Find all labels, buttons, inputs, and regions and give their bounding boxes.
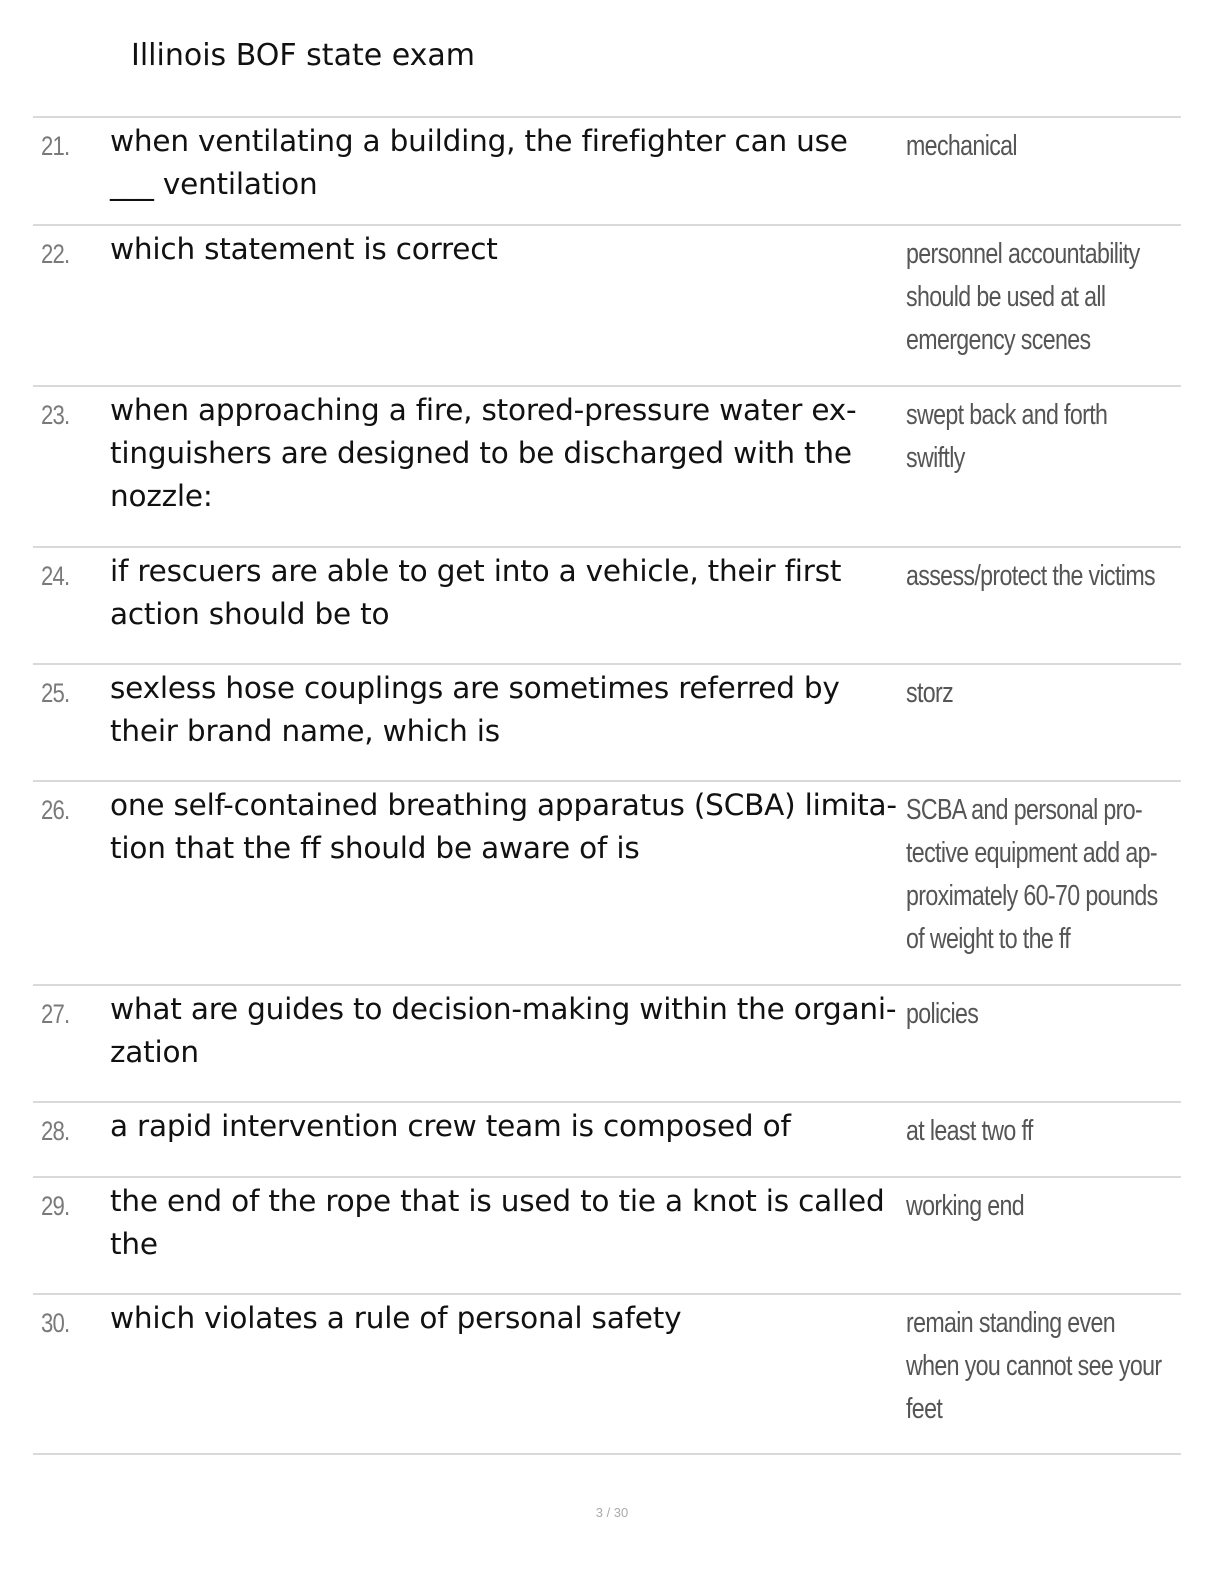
question-row: [33, 226, 1181, 387]
answer-text: policies: [906, 998, 979, 1030]
question-row: [33, 1295, 1181, 1455]
question-text: when ventilating a building, the firefighter can use ___ ventilation: [110, 124, 848, 201]
question-text: which violates a rule of personal safety: [110, 1301, 682, 1335]
question-row: [33, 1103, 1181, 1178]
question-text: the end of the rope that is used to tie a knot is called the: [110, 1184, 885, 1261]
answer-text: mechanical: [906, 130, 1017, 162]
question-row: [33, 1178, 1181, 1295]
document-title: Illinois BOF state exam: [131, 38, 476, 73]
answer-text: working end: [906, 1190, 1025, 1222]
question-row: [33, 986, 1181, 1103]
answer-text: remain standing even when you cannot see your feet: [906, 1307, 1162, 1425]
question-text: a rapid intervention crew team is composed of: [110, 1109, 791, 1143]
answer-text: swept back and forth swiftly: [906, 399, 1108, 474]
question-number: 22.: [41, 239, 70, 269]
question-number: 26.: [41, 795, 70, 825]
question-text: one self-contained breathing apparatus (SCBA) limita-tion that the ff should be aware of is: [110, 788, 897, 865]
answer-text: personnel accountability should be used at all emergency scenes: [906, 238, 1140, 356]
question-row: [33, 782, 1181, 986]
answer-text: assess/protect the victims: [906, 560, 1155, 592]
answer-text: storz: [906, 677, 954, 709]
question-number: 29.: [41, 1191, 70, 1221]
question-text: sexless hose couplings are sometimes referred by their brand name, which is: [110, 671, 840, 748]
answer-text: SCBA and personal pro-tective equipment add ap-proximately 60-70 pounds of weight to the ff: [906, 794, 1158, 955]
question-text: if rescuers are able to get into a vehicle, their first action should be to: [110, 554, 842, 631]
question-text: what are guides to decision-making within the organi-zation: [110, 992, 897, 1069]
answer-text: at least two ff: [906, 1115, 1033, 1147]
question-number: 23.: [41, 400, 70, 430]
question-row: [33, 665, 1181, 782]
question-number: 27.: [41, 999, 70, 1029]
question-row: [33, 548, 1181, 665]
page-indicator: 3 / 30: [595, 1505, 629, 1520]
question-number: 21.: [41, 131, 70, 161]
question-text: when approaching a fire, stored-pressure water ex-tinguishers are designed to be discharged with the nozzle:: [110, 393, 857, 513]
question-list: [33, 116, 1181, 1455]
question-number: 25.: [41, 678, 70, 708]
question-number: 28.: [41, 1116, 70, 1146]
question-number: 24.: [41, 561, 70, 591]
question-row: [33, 118, 1181, 226]
question-row: [33, 387, 1181, 548]
question-text: which statement is correct: [110, 232, 498, 266]
question-number: 30.: [41, 1308, 70, 1338]
